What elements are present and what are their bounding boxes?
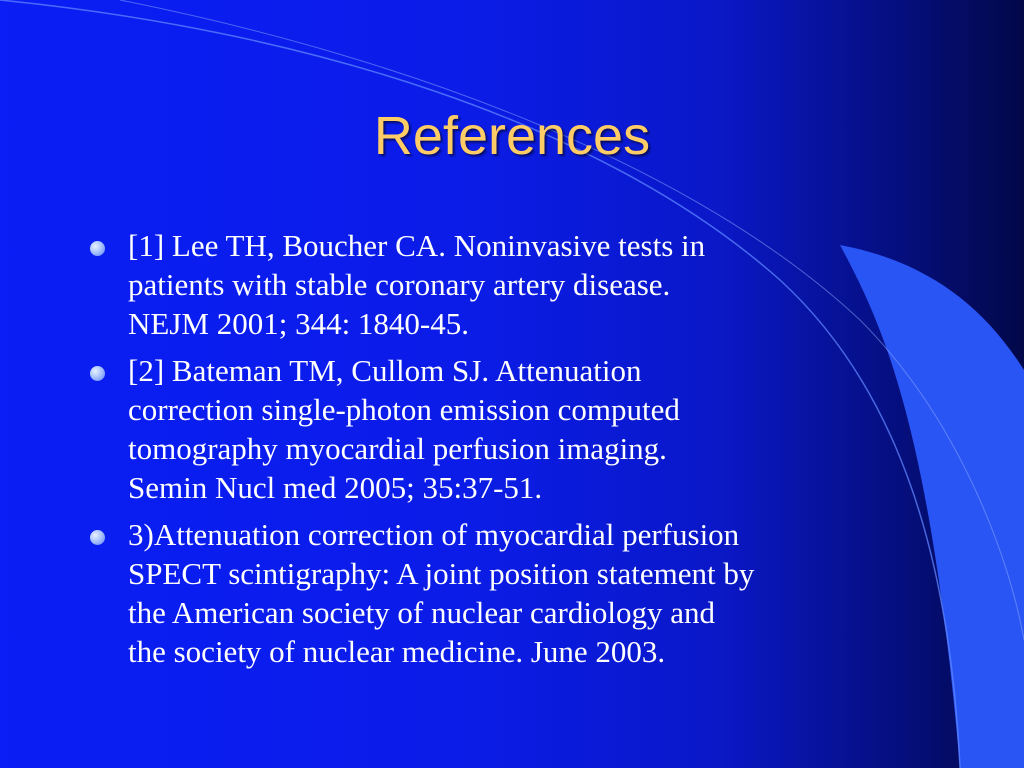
reference-line: Semin Nucl med 2005; 35:37-51.: [128, 470, 543, 505]
reference-item: [90, 515, 940, 671]
reference-line: correction single-photon emission computed: [128, 392, 680, 427]
bullet-icon: [90, 366, 105, 381]
reference-item: [90, 226, 940, 343]
bullet-icon: [90, 530, 105, 545]
reference-line: NEJM 2001; 344: 1840-45.: [128, 306, 469, 341]
bullet-icon: [90, 241, 105, 256]
reference-item: [90, 351, 940, 507]
reference-line: the American society of nuclear cardiology and: [128, 595, 716, 630]
reference-list: [90, 226, 940, 679]
slide-title: References: [373, 106, 651, 166]
reference-line: SPECT scintigraphy: A joint position statement by: [128, 556, 755, 591]
reference-line: tomography myocardial perfusion imaging.: [128, 431, 667, 466]
reference-line: [1] Lee TH, Boucher CA. Noninvasive tests in: [128, 228, 706, 263]
reference-line: 3)Attenuation correction of myocardial perfusion: [128, 517, 740, 552]
reference-line: [2] Bateman TM, Cullom SJ. Attenuation: [128, 353, 642, 388]
reference-line: patients with stable coronary artery disease.: [128, 267, 671, 302]
reference-line: the society of nuclear medicine. June 2003.: [128, 634, 666, 669]
